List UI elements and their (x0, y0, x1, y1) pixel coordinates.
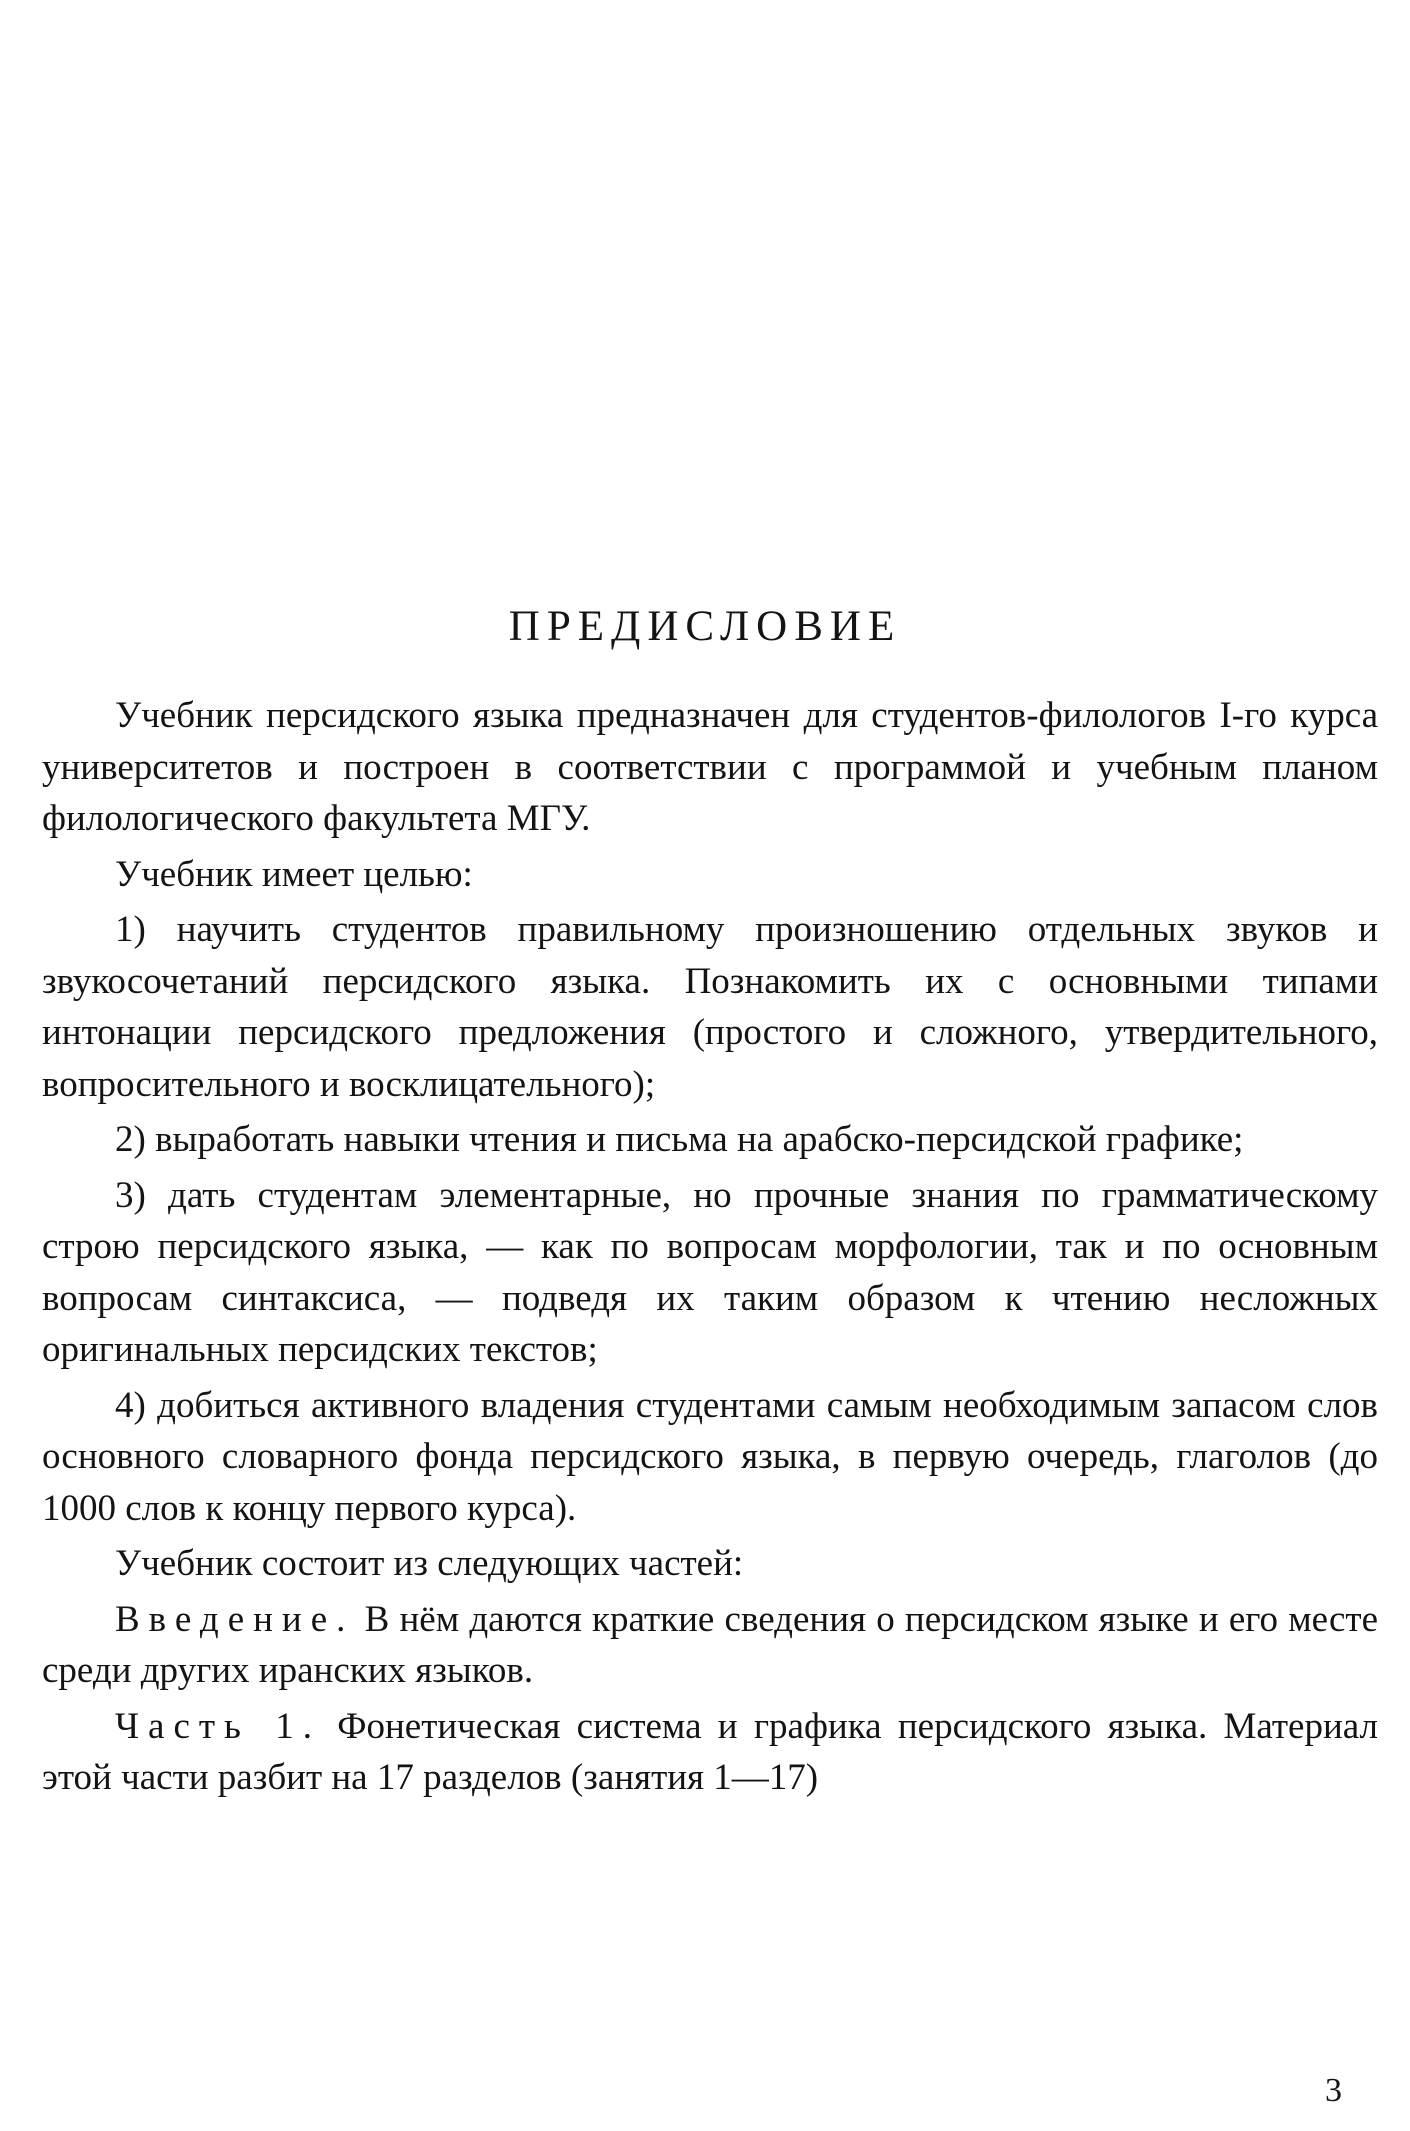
page-title: ПРЕДИСЛОВИЕ (508, 603, 902, 650)
paragraph-intro: Учебник персидского языка предназначен для студентов-филологов I-го курса университетов и построен в соответствии с программой и учебным планом филологического факультета МГУ. (42, 695, 1378, 839)
section-text-part-1: Фонетическая система и графика персидского языка. Материал этой части разбит на 17 разделов (занятия 1—17) (42, 1705, 1378, 1798)
paragraph-parts-lead: Учебник состоит из следующих частей: (115, 1543, 744, 1584)
paragraph-goal-2: 2) выработать навыки чтения и письма на арабско-персидской графике; (115, 1119, 1244, 1160)
section-label-introduction: Введение. (115, 1598, 355, 1640)
paragraph-goal-1: 1) научить студентов правильному произношению отдельных звуков и звукосочетаний персидского языка. Познакомить их с основными типами интонации персидского предложения (простого и сложного, утвердительного, вопросительного и восклицательного); (42, 909, 1378, 1105)
preface-text (42, 690, 1378, 1808)
paragraph-introduction (42, 1594, 1378, 1697)
section-label-part-1: Часть 1. (115, 1705, 321, 1747)
paragraph-goal-4: 4) добиться активного владения студентами самым необходимым запасом слов основного словарного фонда персидского языка, в первую очередь, глаголов (до 1000 слов к концу первого курса). (42, 1384, 1378, 1529)
page-number: 3 (1325, 2072, 1342, 2109)
paragraph-goal-3: 3) дать студентам элементарные, но прочные знания по грамматическому строю персидского языка, — как по вопросам морфологии, так и по основным вопросам синтаксиса, — подведя их таким образом к чтению несложных оригинальных персидских текстов; (42, 1174, 1378, 1370)
section-text-introduction: В нём даются краткие сведения о персидском языке и его месте среди других иранских языков. (42, 1598, 1378, 1691)
paragraph-part-1 (42, 1701, 1378, 1804)
paragraph-goals-lead: Учебник имеет целью: (115, 853, 473, 895)
